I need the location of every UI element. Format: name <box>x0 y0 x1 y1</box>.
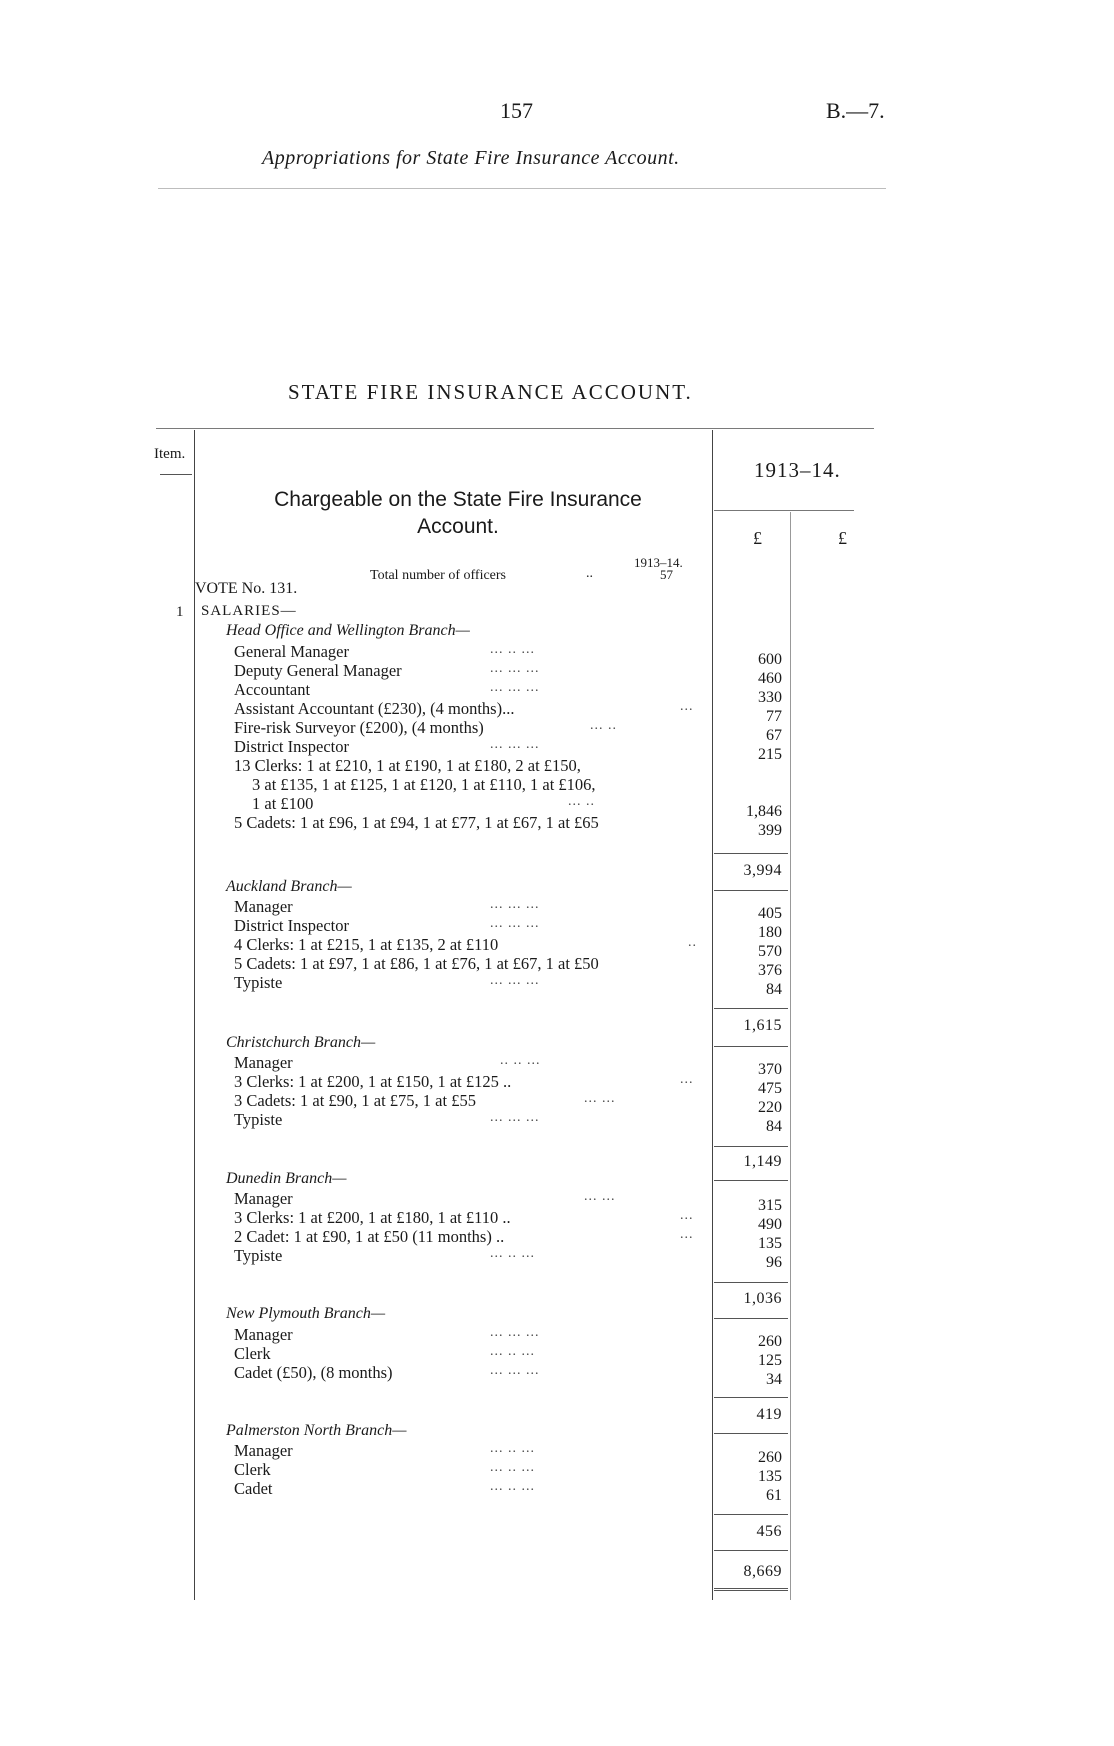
table-row: Manager <box>234 1325 293 1344</box>
amount: 460 <box>758 670 782 687</box>
leader-dots: ... <box>680 1072 694 1087</box>
amount: 77 <box>766 708 782 725</box>
leader-dots: ... ... ... <box>490 973 540 988</box>
leader-dots: ... ... ... <box>490 680 540 695</box>
leader-dots: ... .. ... <box>490 1441 535 1456</box>
amount: 475 <box>758 1080 782 1097</box>
grand-total-amount: 8,669 <box>743 1563 782 1580</box>
leader-dots: .. <box>688 935 697 950</box>
amount: 220 <box>758 1099 782 1116</box>
amount: 135 <box>758 1468 782 1485</box>
leader-dots: ... ... ... <box>490 737 540 752</box>
leader-dots: ... ... ... <box>490 916 540 931</box>
chargeable-heading-line1: Chargeable on the State Fire Insurance <box>274 488 642 511</box>
amount: 330 <box>758 689 782 706</box>
section-heading-new-plymouth: New Plymouth Branch— <box>226 1305 386 1322</box>
amount: 215 <box>758 746 782 763</box>
subtotal-rule <box>714 853 788 854</box>
table-row: Cadet <box>234 1479 273 1498</box>
leader-dots: ... ... ... <box>490 1325 540 1340</box>
subtotal-rule <box>714 1318 788 1319</box>
table-row: 3 Clerks: 1 at £200, 1 at £180, 1 at £110 .. <box>234 1208 511 1227</box>
table-row: District Inspector <box>234 916 350 935</box>
amount: 405 <box>758 905 782 922</box>
page-number: 157 <box>500 98 533 123</box>
table-row-continuation: 3 at £135, 1 at £125, 1 at £120, 1 at £110, 1 at £106, <box>252 775 596 794</box>
subtotal-rule <box>714 1397 788 1398</box>
officers-label: Total number of officers <box>370 568 506 583</box>
leader-dots: ... .. ... <box>490 1479 535 1494</box>
leader-dots: ... ... ... <box>490 897 540 912</box>
table-row: Fire-risk Surveyor (£200), (4 months) <box>234 718 484 737</box>
leader-dots: ... ... <box>584 1091 616 1106</box>
leader-dots: ... <box>680 699 694 714</box>
grand-total-rule <box>714 1588 788 1591</box>
subtotal-amount: 1,036 <box>743 1290 782 1307</box>
leader-dots: ... ... ... <box>490 1363 540 1378</box>
subtotal-rule <box>714 1550 788 1551</box>
table-row: 13 Clerks: 1 at £210, 1 at £190, 1 at £180, 2 at £150, <box>234 756 581 775</box>
table-row: General Manager <box>234 642 349 661</box>
officers-year-label: 1913–14. <box>634 555 683 570</box>
amount: 84 <box>766 1118 782 1135</box>
table-row: Typiste <box>234 973 283 992</box>
table-row: Typiste <box>234 1246 283 1265</box>
table-row: Cadet (£50), (8 months) <box>234 1363 393 1382</box>
currency-symbol-total: £ <box>838 528 847 548</box>
item-header-rule <box>160 474 192 475</box>
item-column-rule <box>194 430 195 1600</box>
leader-dots: ... .. <box>568 794 595 809</box>
officers-count: 57 <box>660 567 673 582</box>
table-row: Clerk <box>234 1344 271 1363</box>
subtotal-rule <box>714 1046 788 1047</box>
item-number: 1 <box>176 604 184 620</box>
subtotal-rule <box>714 1433 788 1434</box>
leader-dots: ... <box>680 1227 694 1242</box>
table-row: Manager <box>234 1053 293 1072</box>
subtotal-amount: 456 <box>756 1523 782 1540</box>
subtotal-rule <box>714 1282 788 1283</box>
table-row: Deputy General Manager <box>234 661 402 680</box>
year-column-header: 1913–14. <box>754 458 841 482</box>
running-title: Appropriations for State Fire Insurance Account. <box>262 147 680 169</box>
header-rule <box>158 188 886 189</box>
table-row: Assistant Accountant (£230), (4 months)... <box>234 699 515 718</box>
table-row: Typiste <box>234 1110 283 1129</box>
leader-dots: ... ... <box>584 1189 616 1204</box>
table-row: 5 Cadets: 1 at £97, 1 at £86, 1 at £76, 1 at £67, 1 at £50 <box>234 954 599 973</box>
officers-leader: .. <box>586 566 593 581</box>
amount: 61 <box>766 1487 782 1504</box>
amount: 370 <box>758 1061 782 1078</box>
subtotal-rule <box>714 1008 788 1009</box>
table-row: 5 Cadets: 1 at £96, 1 at £94, 1 at £77, 1 at £67, 1 at £65 <box>234 813 599 832</box>
section-heading-palmerston-north: Palmerston North Branch— <box>226 1422 407 1439</box>
subtotal-amount: 1,615 <box>743 1017 782 1034</box>
subtotal-rule <box>714 1146 788 1147</box>
amount: 34 <box>766 1371 782 1388</box>
leader-dots: ... ... ... <box>490 1110 540 1125</box>
subtotal-rule <box>714 1180 788 1181</box>
leader-dots: ... .. <box>590 718 617 733</box>
table-row: Manager <box>234 1189 293 1208</box>
amount: 570 <box>758 943 782 960</box>
chargeable-heading <box>210 486 706 540</box>
table-top-rule <box>156 428 874 429</box>
table-row: Clerk <box>234 1460 271 1479</box>
table-row: Manager <box>234 897 293 916</box>
subtotal-amount: 3,994 <box>743 862 782 879</box>
year-header-rule <box>714 510 854 511</box>
leader-dots: ... <box>680 1208 694 1223</box>
salaries-heading: SALARIES— <box>201 603 297 619</box>
table-row: 3 Cadets: 1 at £90, 1 at £75, 1 at £55 <box>234 1091 476 1110</box>
subtotal-amount: 1,149 <box>743 1153 782 1170</box>
section-heading-christchurch: Christchurch Branch— <box>226 1034 376 1051</box>
section-heading-head-office: Head Office and Wellington Branch— <box>226 622 470 639</box>
subtotal-rule <box>714 1514 788 1515</box>
section-heading-dunedin: Dunedin Branch— <box>226 1170 347 1187</box>
amount: 600 <box>758 651 782 668</box>
table-row: Manager <box>234 1441 293 1460</box>
amount: 376 <box>758 962 782 979</box>
table-row: District Inspector <box>234 737 350 756</box>
amount: 315 <box>758 1197 782 1214</box>
subtotal-rule <box>714 890 788 891</box>
leader-dots: ... .. ... <box>490 1460 535 1475</box>
amount-column-rule-left <box>712 430 713 1600</box>
leader-dots: ... ... ... <box>490 661 540 676</box>
amount: 96 <box>766 1254 782 1271</box>
amount: 84 <box>766 981 782 998</box>
amount: 1,846 <box>746 803 782 820</box>
amount: 125 <box>758 1352 782 1369</box>
leader-dots: ... .. ... <box>490 1344 535 1359</box>
item-column-header: Item. <box>154 446 186 462</box>
amount: 260 <box>758 1333 782 1350</box>
amount: 490 <box>758 1216 782 1233</box>
amount: 67 <box>766 727 782 744</box>
chargeable-heading-line2: Account. <box>417 515 499 538</box>
table-row: Accountant <box>234 680 311 699</box>
subtotal-amount: 419 <box>756 1406 782 1423</box>
table-row: 2 Cadet: 1 at £90, 1 at £50 (11 months) .. <box>234 1227 505 1246</box>
page-title: STATE FIRE INSURANCE ACCOUNT. <box>288 380 693 404</box>
amount: 135 <box>758 1235 782 1252</box>
amount: 260 <box>758 1449 782 1466</box>
leader-dots: ... .. ... <box>490 1246 535 1261</box>
vote-number: VOTE No. 131. <box>195 580 298 597</box>
leader-dots: .. .. ... <box>500 1053 541 1068</box>
amount: 399 <box>758 822 782 839</box>
currency-symbol-detail: £ <box>753 528 762 548</box>
table-row: 4 Clerks: 1 at £215, 1 at £135, 2 at £110 <box>234 935 499 954</box>
table-row: 3 Clerks: 1 at £200, 1 at £150, 1 at £125 .. <box>234 1072 512 1091</box>
amount-column-rule-right <box>790 512 791 1600</box>
document-reference: B.—7. <box>826 98 885 123</box>
section-heading-auckland: Auckland Branch— <box>226 878 352 895</box>
amount: 180 <box>758 924 782 941</box>
table-row-continuation: 1 at £100 <box>252 794 314 813</box>
leader-dots: ... .. ... <box>490 642 535 657</box>
